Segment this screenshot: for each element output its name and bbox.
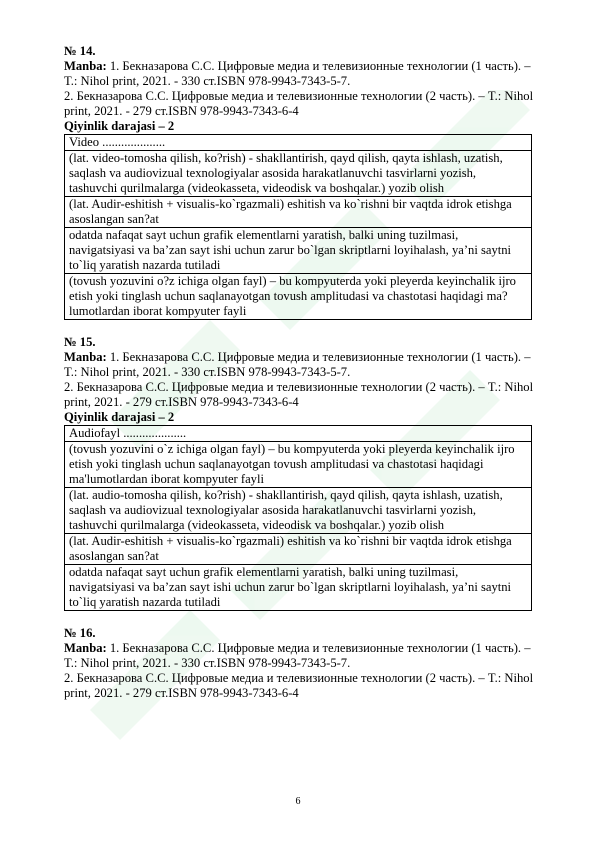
answer-option: odatda nafaqat sayt uchun grafik elementlarni yaratish, balki uning tuzilmasi, navigatsiyasi va ba’zan sayt ishi uchun zarur bo`lgan skriptlarni loyihalash, ya’ni saytni to`liq yaratish nazarda tutiladi (65, 228, 532, 274)
source-label: Manba: (64, 59, 107, 73)
question-block (64, 626, 534, 701)
answer-option: (lat. Audir-eshitish + visualis-ko`rgazmali) eshitish va ko`rishni bir vaqtda idrok etishga asoslangan san?at (65, 534, 532, 565)
answer-option: (tovush yozuvini o`z ichiga olgan fayl) – bu kompyuterda yoki pleyerda keyinchalik ijro etish yoki tinglash uchun saqlanayotgan tovush amplitudasi va chastotasi haqidagi ma'lumotlardan iborat kompyuter fayli (65, 442, 532, 488)
question-block (64, 44, 534, 320)
question-stem: Audiofayl .................... (65, 426, 532, 442)
source-text-1: 1. Бекназарова С.С. Цифровые медиа и телевизионные технологии (1 часть). – T.: Nihol print, 2021. - 330 ст.ISBN 978-9943-7343-5-7. (64, 350, 531, 379)
difficulty-level: Qiyinlik darajasi – 2 (64, 410, 175, 424)
source-text-1: 1. Бекназарова С.С. Цифровые медиа и телевизионные технологии (1 часть). – T.: Nihol print, 2021. - 330 ст.ISBN 978-9943-7343-5-7. (64, 59, 531, 88)
question-number: № 16. (64, 626, 96, 640)
document-page (64, 44, 534, 701)
answer-option: (tovush yozuvini o?z ichiga olgan fayl) – bu kompyuterda yoki pleyerda keyinchalik ijro etish yoki tinglash uchun saqlanayotgan tovush amplitudasi va chastotasi haqidagi ma?lumotlardan iborat kompyuter fayli (65, 274, 532, 320)
question-stem: Video .................... (65, 135, 532, 151)
answer-table (64, 425, 532, 611)
source-line-2: 2. Бекназарова С.С. Цифровые медиа и телевизионные технологии (2 часть). – T.: Nihol print, 2021. - 279 ст.ISBN 978-9943-7343-6-4 (64, 89, 534, 118)
page-number: 6 (295, 796, 301, 807)
question-block (64, 335, 534, 611)
answer-option: (lat. audio-tomosha qilish, ko?rish) - shakllantirish, qayd qilish, qayta ishlash, uzatish, saqlash va audiovizual texnologiyalar asosida harakatlanuvchi tasvirlarni yozish, tashuvchi qurilmalarga (videokasseta, videodisk va boshqalar.) yozib olish (65, 488, 532, 534)
source-line-2: 2. Бекназарова С.С. Цифровые медиа и телевизионные технологии (2 часть). – T.: Nihol print, 2021. - 279 ст.ISBN 978-9943-7343-6-4 (64, 380, 534, 409)
answer-table (64, 134, 532, 320)
question-number: № 15. (64, 335, 96, 349)
answer-option: odatda nafaqat sayt uchun grafik elementlarni yaratish, balki uning tuzilmasi, navigatsiyasi va ba’zan sayt ishi uchun zarur bo`lgan skriptlarni loyihalash, ya’ni saytni to`liq yaratish nazarda tutiladi (65, 565, 532, 611)
source-text-1: 1. Бекназарова С.С. Цифровые медиа и телевизионные технологии (1 часть). – T.: Nihol print, 2021. - 330 ст.ISBN 978-9943-7343-5-7. (64, 641, 531, 670)
source-line-2: 2. Бекназарова С.С. Цифровые медиа и телевизионные технологии (2 часть). – T.: Nihol print, 2021. - 279 ст.ISBN 978-9943-7343-6-4 (64, 671, 534, 700)
answer-option: (lat. Audir-eshitish + visualis-ko`rgazmali) eshitish va ko`rishni bir vaqtda idrok etishga asoslangan san?at (65, 197, 532, 228)
source-line-1 (64, 350, 534, 380)
difficulty-level: Qiyinlik darajasi – 2 (64, 119, 175, 133)
source-label: Manba: (64, 350, 107, 364)
source-line-1 (64, 59, 534, 89)
answer-option: (lat. video-tomosha qilish, ko?rish) - shakllantirish, qayd qilish, qayta ishlash, uzatish, saqlash va audiovizual texnologiyalar asosida harakatlanuvchi tasvirlarni yozish, tashuvchi qurilmalarga (videokasseta, videodisk va boshqalar.) yozib olish (65, 151, 532, 197)
source-line-1 (64, 641, 534, 671)
question-number: № 14. (64, 44, 96, 58)
source-label: Manba: (64, 641, 107, 655)
